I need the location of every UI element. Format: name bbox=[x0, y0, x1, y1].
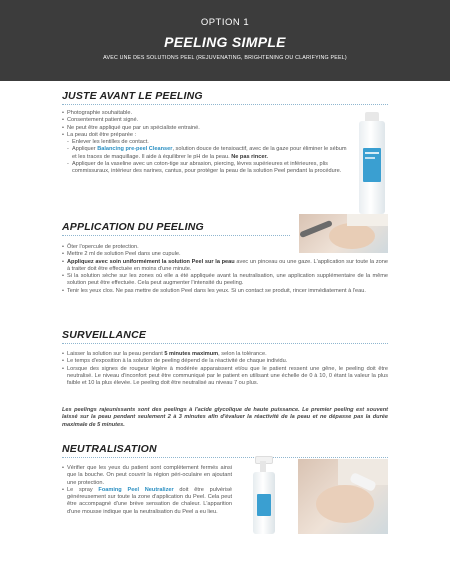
section-title-neutralisation: NEUTRALISATION bbox=[62, 443, 157, 455]
product-name: Balancing pre-peel Cleanser bbox=[97, 146, 173, 153]
section-divider bbox=[62, 104, 388, 105]
list-item: • Laisser la solution sur la peau pendant 5 minutes maximum, selon la tolérance. bbox=[62, 351, 388, 358]
surveillance-note: Les peelings rajeunissants sont des peelings à l'acide glycolique de haute puissance. Le premier peeling est souvent laissé sur la peau pendant seulement 2 à 3 minutes afin d'évaluer la réactivité de la peau et ne dépasse pas la durée maximale de 5 minutes. bbox=[62, 407, 388, 428]
section-divider bbox=[62, 457, 388, 458]
section-divider bbox=[62, 343, 388, 344]
list-item: • Lorsque des signes de rougeur légère à modérée apparaissent et/ou que le patient ressent une gêne, le peeling doit être neutralisé. Le niveau d'inconfort peut être communiqué par le patient en utilisant une échelle de 0 à 10, 0 étant la valeur la plus faible et 10 la plus élevée. Le peeling doit être neutralisé au niveau 7 ou plus. bbox=[62, 366, 388, 388]
list-item: • Consentement patient signé. bbox=[62, 117, 350, 124]
section-divider bbox=[62, 235, 290, 236]
header-banner bbox=[0, 0, 450, 81]
neutralisation-photo bbox=[298, 459, 388, 534]
page-title: PEELING SIMPLE bbox=[164, 34, 286, 50]
list-item: • Ne peut être appliqué que par un spécialiste entrainé. bbox=[62, 125, 350, 132]
list-item: • Ôter l'opercule de protection. bbox=[62, 244, 388, 251]
surveillance-list bbox=[62, 351, 388, 387]
list-item: • Tenir les yeux clos. Ne pas mettre de solution Peel dans les yeux. Si un contact se produit, rincer immédiatement à l'eau. bbox=[62, 288, 388, 295]
section-title-application: APPLICATION DU PEELING bbox=[62, 221, 204, 233]
list-item: • Mettre 2 ml de solution Peel dans une cupule. bbox=[62, 251, 388, 258]
list-item: • Vérifier que les yeux du patient sont complètement fermés ainsi que la bouche. On peut couvrir la région péri-oculaire en ajoutant une protection. bbox=[62, 465, 232, 487]
list-item: • Appliquez avec soin uniformément la solution Peel sur la peau avec un pinceau ou une gaze. L'application sur toute la zone à traiter doit être effectuée en moins d'une minute. bbox=[62, 259, 388, 274]
option-label: OPTION 1 bbox=[200, 17, 250, 28]
section-title-avant: JUSTE AVANT LE PEELING bbox=[62, 90, 203, 102]
neutralizer-spray-image bbox=[251, 456, 281, 534]
page-subtitle: AVEC UNE DES SOLUTIONS PEEL (REJUVENATING, BRIGHTENING OU CLARIFYING PEEL) bbox=[103, 55, 347, 61]
section-title-surveillance: SURVEILLANCE bbox=[62, 329, 147, 341]
list-item: • La peau doit être préparée : bbox=[62, 132, 350, 139]
list-subitem: - Appliquer de la vaseline avec un coton-tige sur abrasion, piercing, lèvres supérieures et inférieures, plis commissuraux, intérieur des narines, cantus, pour protéger la peau de la solution Peel pendant la procédure. bbox=[62, 161, 350, 176]
list-item: • Le temps d'exposition à la solution de peeling dépend de la réactivité de chaque individu. bbox=[62, 358, 388, 365]
list-item: • Si la solution sèche sur les zones où elle a été appliquée avant la neutralisation, une application supplémentaire de la même solution peut être effectuée. Cela peut augmenter l'intensité du peeling. bbox=[62, 273, 388, 288]
list-item: • Photographie souhaitable. bbox=[62, 110, 350, 117]
list-item: • Le spray Foaming Peel Neutralizer doit être pulvérisé généreusement sur toute la zone d'application du Peel. Cela peut être accompagné d'une brève sensation de chaleur. L'apparition d'une mousse indique que la neutralisation du Peel a eu lieu. bbox=[62, 487, 232, 516]
list-subitem: - Appliquer Balancing pre-peel Cleanser, solution douce de tensioactif, avec de la gaze pour éliminer le sébum et les traces de maquillage. Il aide à équilibrer le pH de la peau. Ne pas rincer. bbox=[62, 146, 350, 161]
application-list bbox=[62, 244, 388, 295]
list-subitem: - Enlever les lentilles de contact. bbox=[62, 139, 350, 146]
product-name: Foaming Peel Neutralizer bbox=[98, 486, 174, 493]
cleanser-bottle-image bbox=[359, 112, 385, 214]
neutralisation-list bbox=[62, 465, 232, 516]
avant-list bbox=[62, 110, 350, 176]
